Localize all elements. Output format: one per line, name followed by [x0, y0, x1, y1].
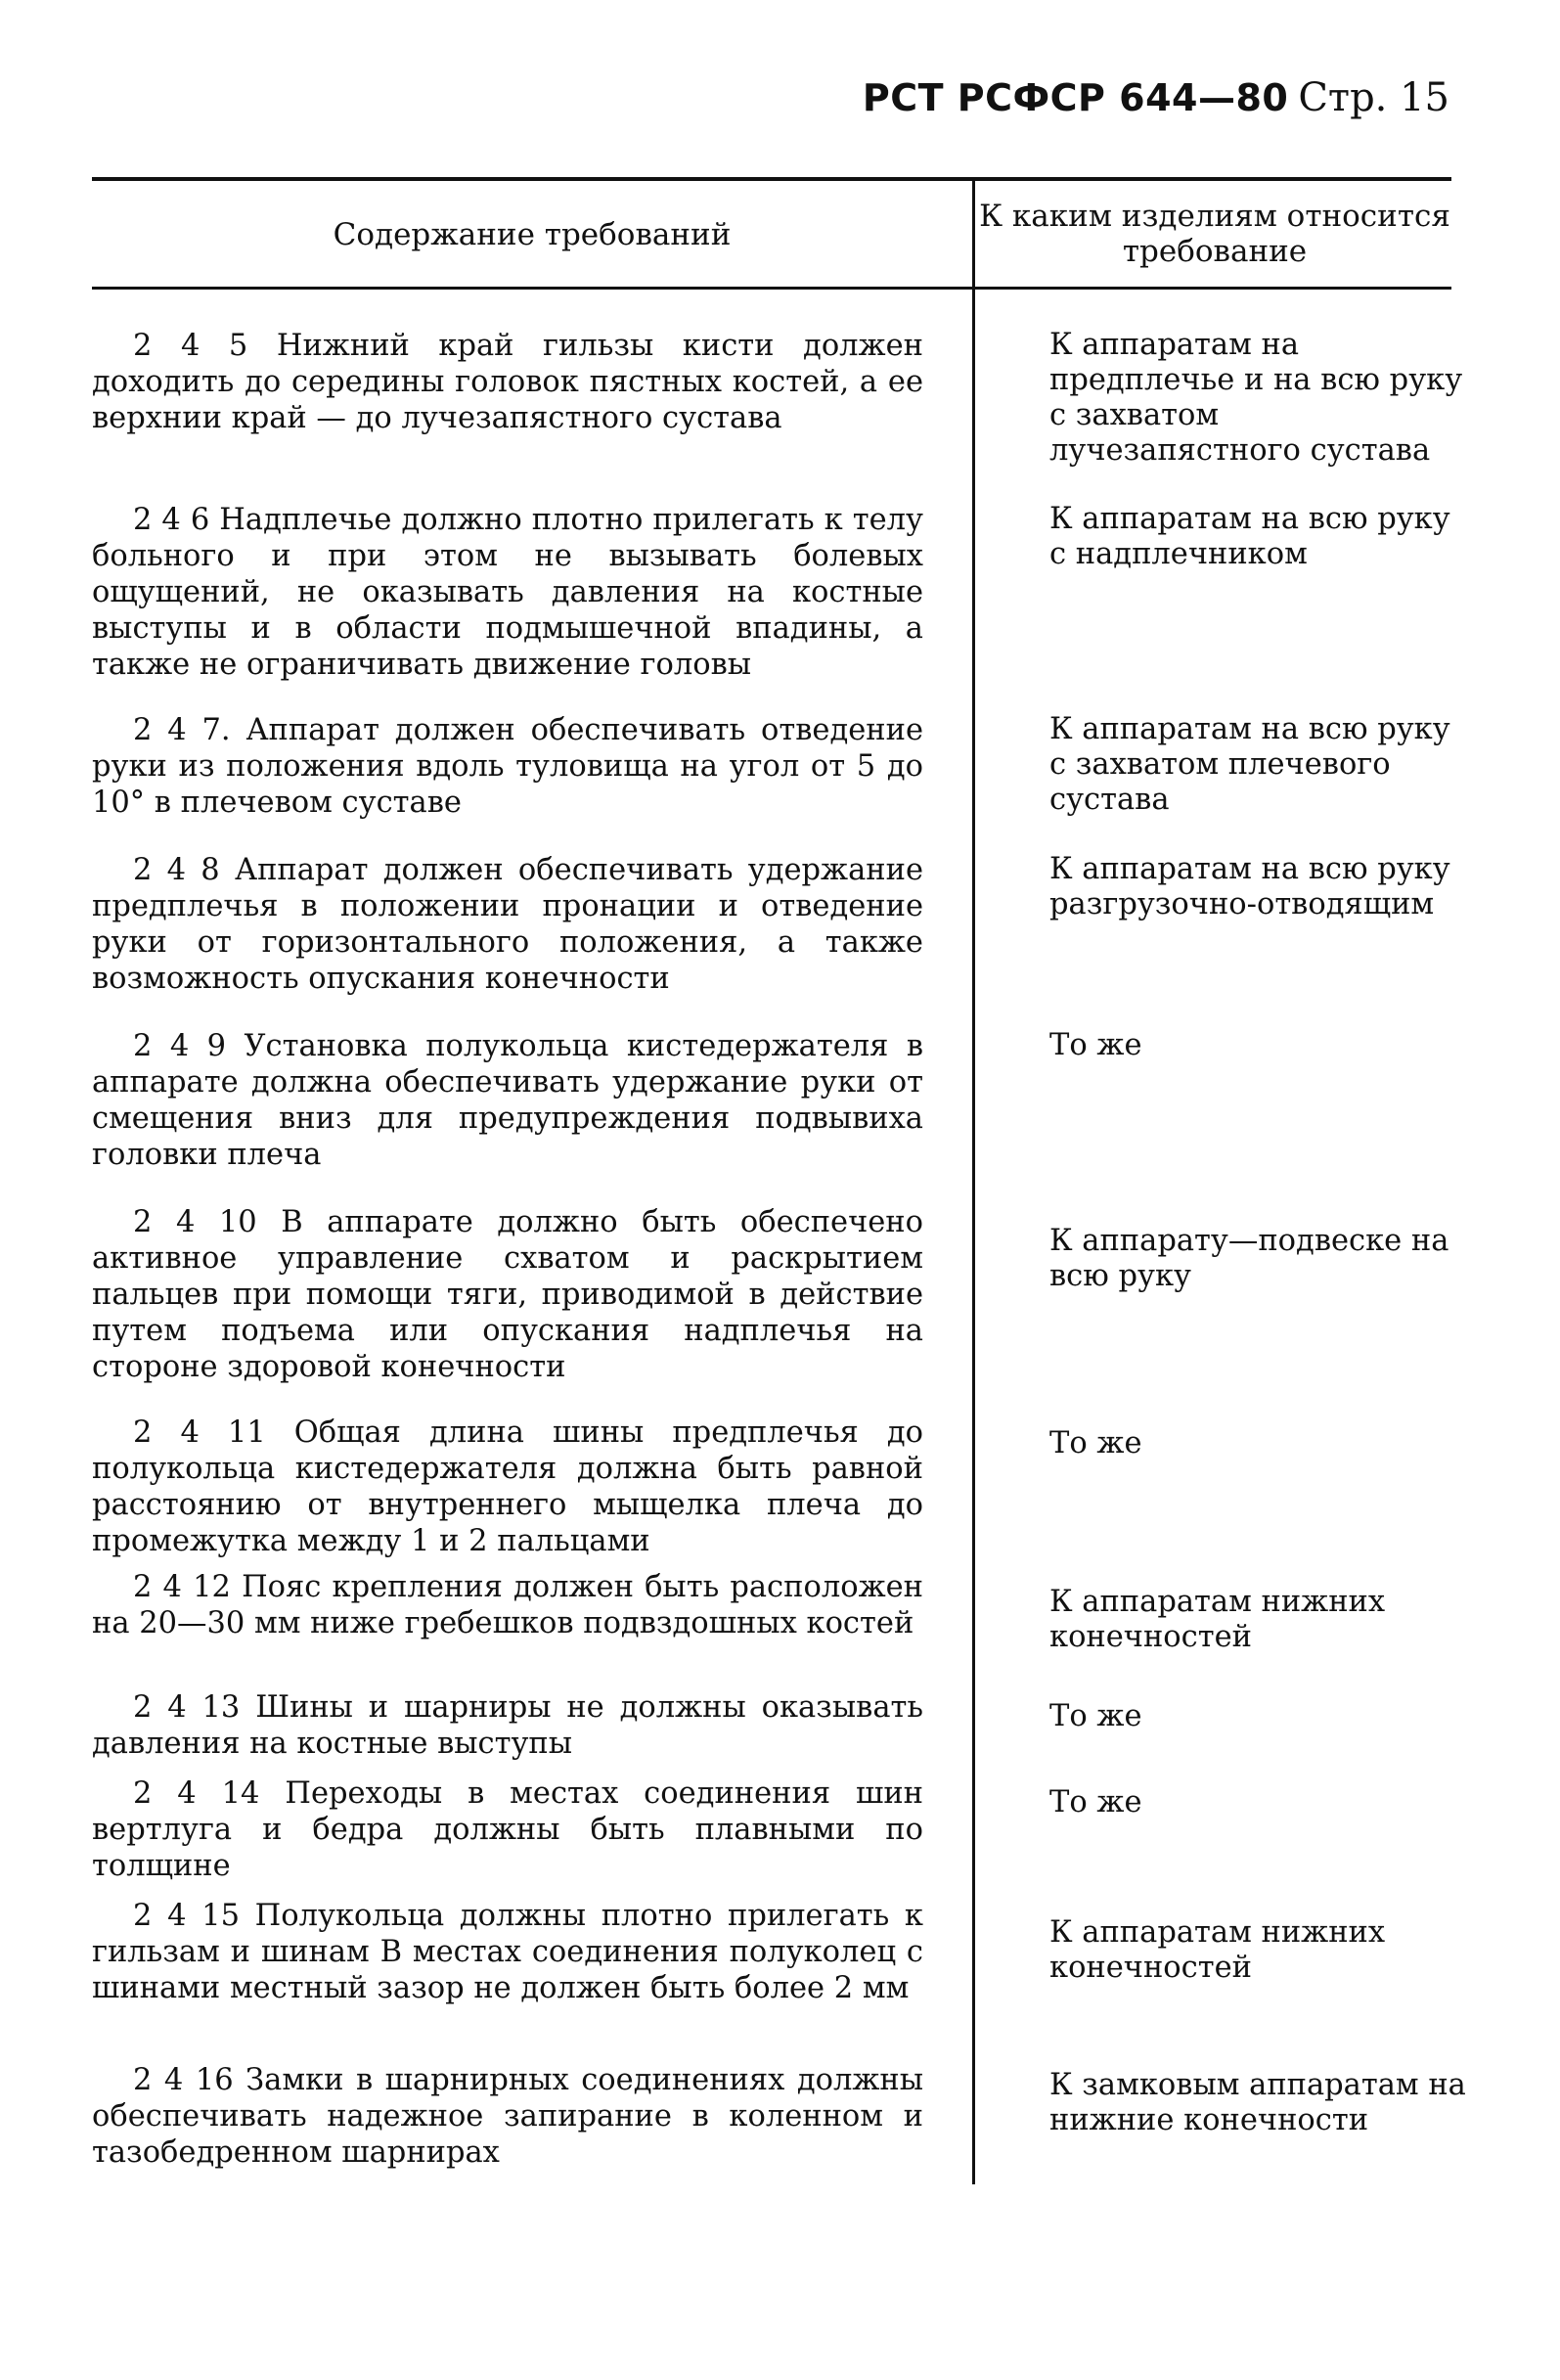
applies-to-text: То же [1049, 1028, 1142, 1062]
page-number: Стр. 15 [1298, 75, 1449, 120]
requirement-text: 2 4 13 Шины и шарниры не должны оказывать давления на костные выступы [92, 1690, 923, 1761]
requirement-text: 2 4 9 Установка полукольца кистедержателя в аппарате должна обеспечивать удержание руки от смещения вниз для предупреждения подвывиха головки плеча [92, 1029, 923, 1172]
applies-to-text: То же [1049, 1785, 1142, 1819]
applies-to-text: К аппаратам нижних конечностей [1049, 1915, 1386, 1985]
applies-to-text: К аппаратам на всю руку с надплечником [1049, 502, 1450, 571]
page-header [862, 75, 1449, 120]
table-header-rule [92, 287, 1451, 290]
applies-to-text: К аппарату—подвеске на всю руку [1049, 1224, 1449, 1293]
requirement-text: 2 4 16 Замки в шарнирных соединениях должны обеспечивать надежное запирание в коленном и тазобедренном шарнирах [92, 2063, 923, 2170]
column-header-applies-to: К каким изделиям относится требование [979, 199, 1450, 269]
table-top-rule [92, 177, 1451, 181]
requirement-text: 2 4 6 Надплечье должно плотно прилегать к телу больного и при этом не вызывать болевых ощущений, не оказывать давления на костные выступы и в области подмышечной впадины, а также не ограничивать движение головы [92, 503, 923, 682]
standard-code: РСТ РСФСР 644—80 [862, 76, 1289, 119]
requirement-text: 2 4 8 Аппарат должен обеспечивать удержание предплечья в положении пронации и отведение руки от горизонтального положения, а также возможность опускания конечности [92, 853, 923, 996]
column-divider [972, 179, 975, 2184]
requirement-text: 2 4 10 В аппарате должно быть обеспечено активное управление схватом и раскрытием пальцев при помощи тяги, приводимой в действие путем подъема или опускания надплечья на стороне здоровой конечности [92, 1205, 923, 1384]
requirement-text: 2 4 7. Аппарат должен обеспечивать отведение руки из положения вдоль туловища на угол от 5 до 10° в плечевом суставе [92, 713, 923, 820]
applies-to-text: К аппаратам на предплечье и на всю руку с захватом лучезапястного сустава [1049, 328, 1463, 468]
applies-to-text: К аппаратам на всю руку разгрузочно-отводящим [1049, 852, 1450, 921]
column-header-requirements: Содержание требований [333, 217, 732, 252]
applies-to-text: К аппаратам на всю руку с захватом плечевого сустава [1049, 712, 1450, 817]
applies-to-text: То же [1049, 1699, 1142, 1733]
requirement-text: 2 4 15 Полукольца должны плотно прилегать к гильзам и шинам В местах соединения полуколец с шинами местный зазор не должен быть более 2 мм [92, 1899, 923, 2005]
applies-to-text: К замковым аппаратам на нижние конечности [1049, 2068, 1466, 2137]
requirement-text: 2 4 5 Нижний край гильзы кисти должен доходить до середины головок пястных костей, а ее верхнии край — до лучезапястного сустава [92, 329, 923, 435]
requirement-text: 2 4 11 Общая длина шины предплечья до полукольца кистедержателя должна быть равной расстоянию от внутреннего мыщелка плеча до промежутка между 1 и 2 пальцами [92, 1415, 923, 1558]
applies-to-text: К аппаратам нижних конечностей [1049, 1585, 1386, 1654]
requirement-text: 2 4 12 Пояс крепления должен быть расположен на 20—30 мм ниже гребешков подвздошных костей [92, 1570, 923, 1640]
applies-to-text: То же [1049, 1426, 1142, 1460]
requirement-text: 2 4 14 Переходы в местах соединения шин вертлуга и бедра должны быть плавными по толщине [92, 1776, 923, 1883]
